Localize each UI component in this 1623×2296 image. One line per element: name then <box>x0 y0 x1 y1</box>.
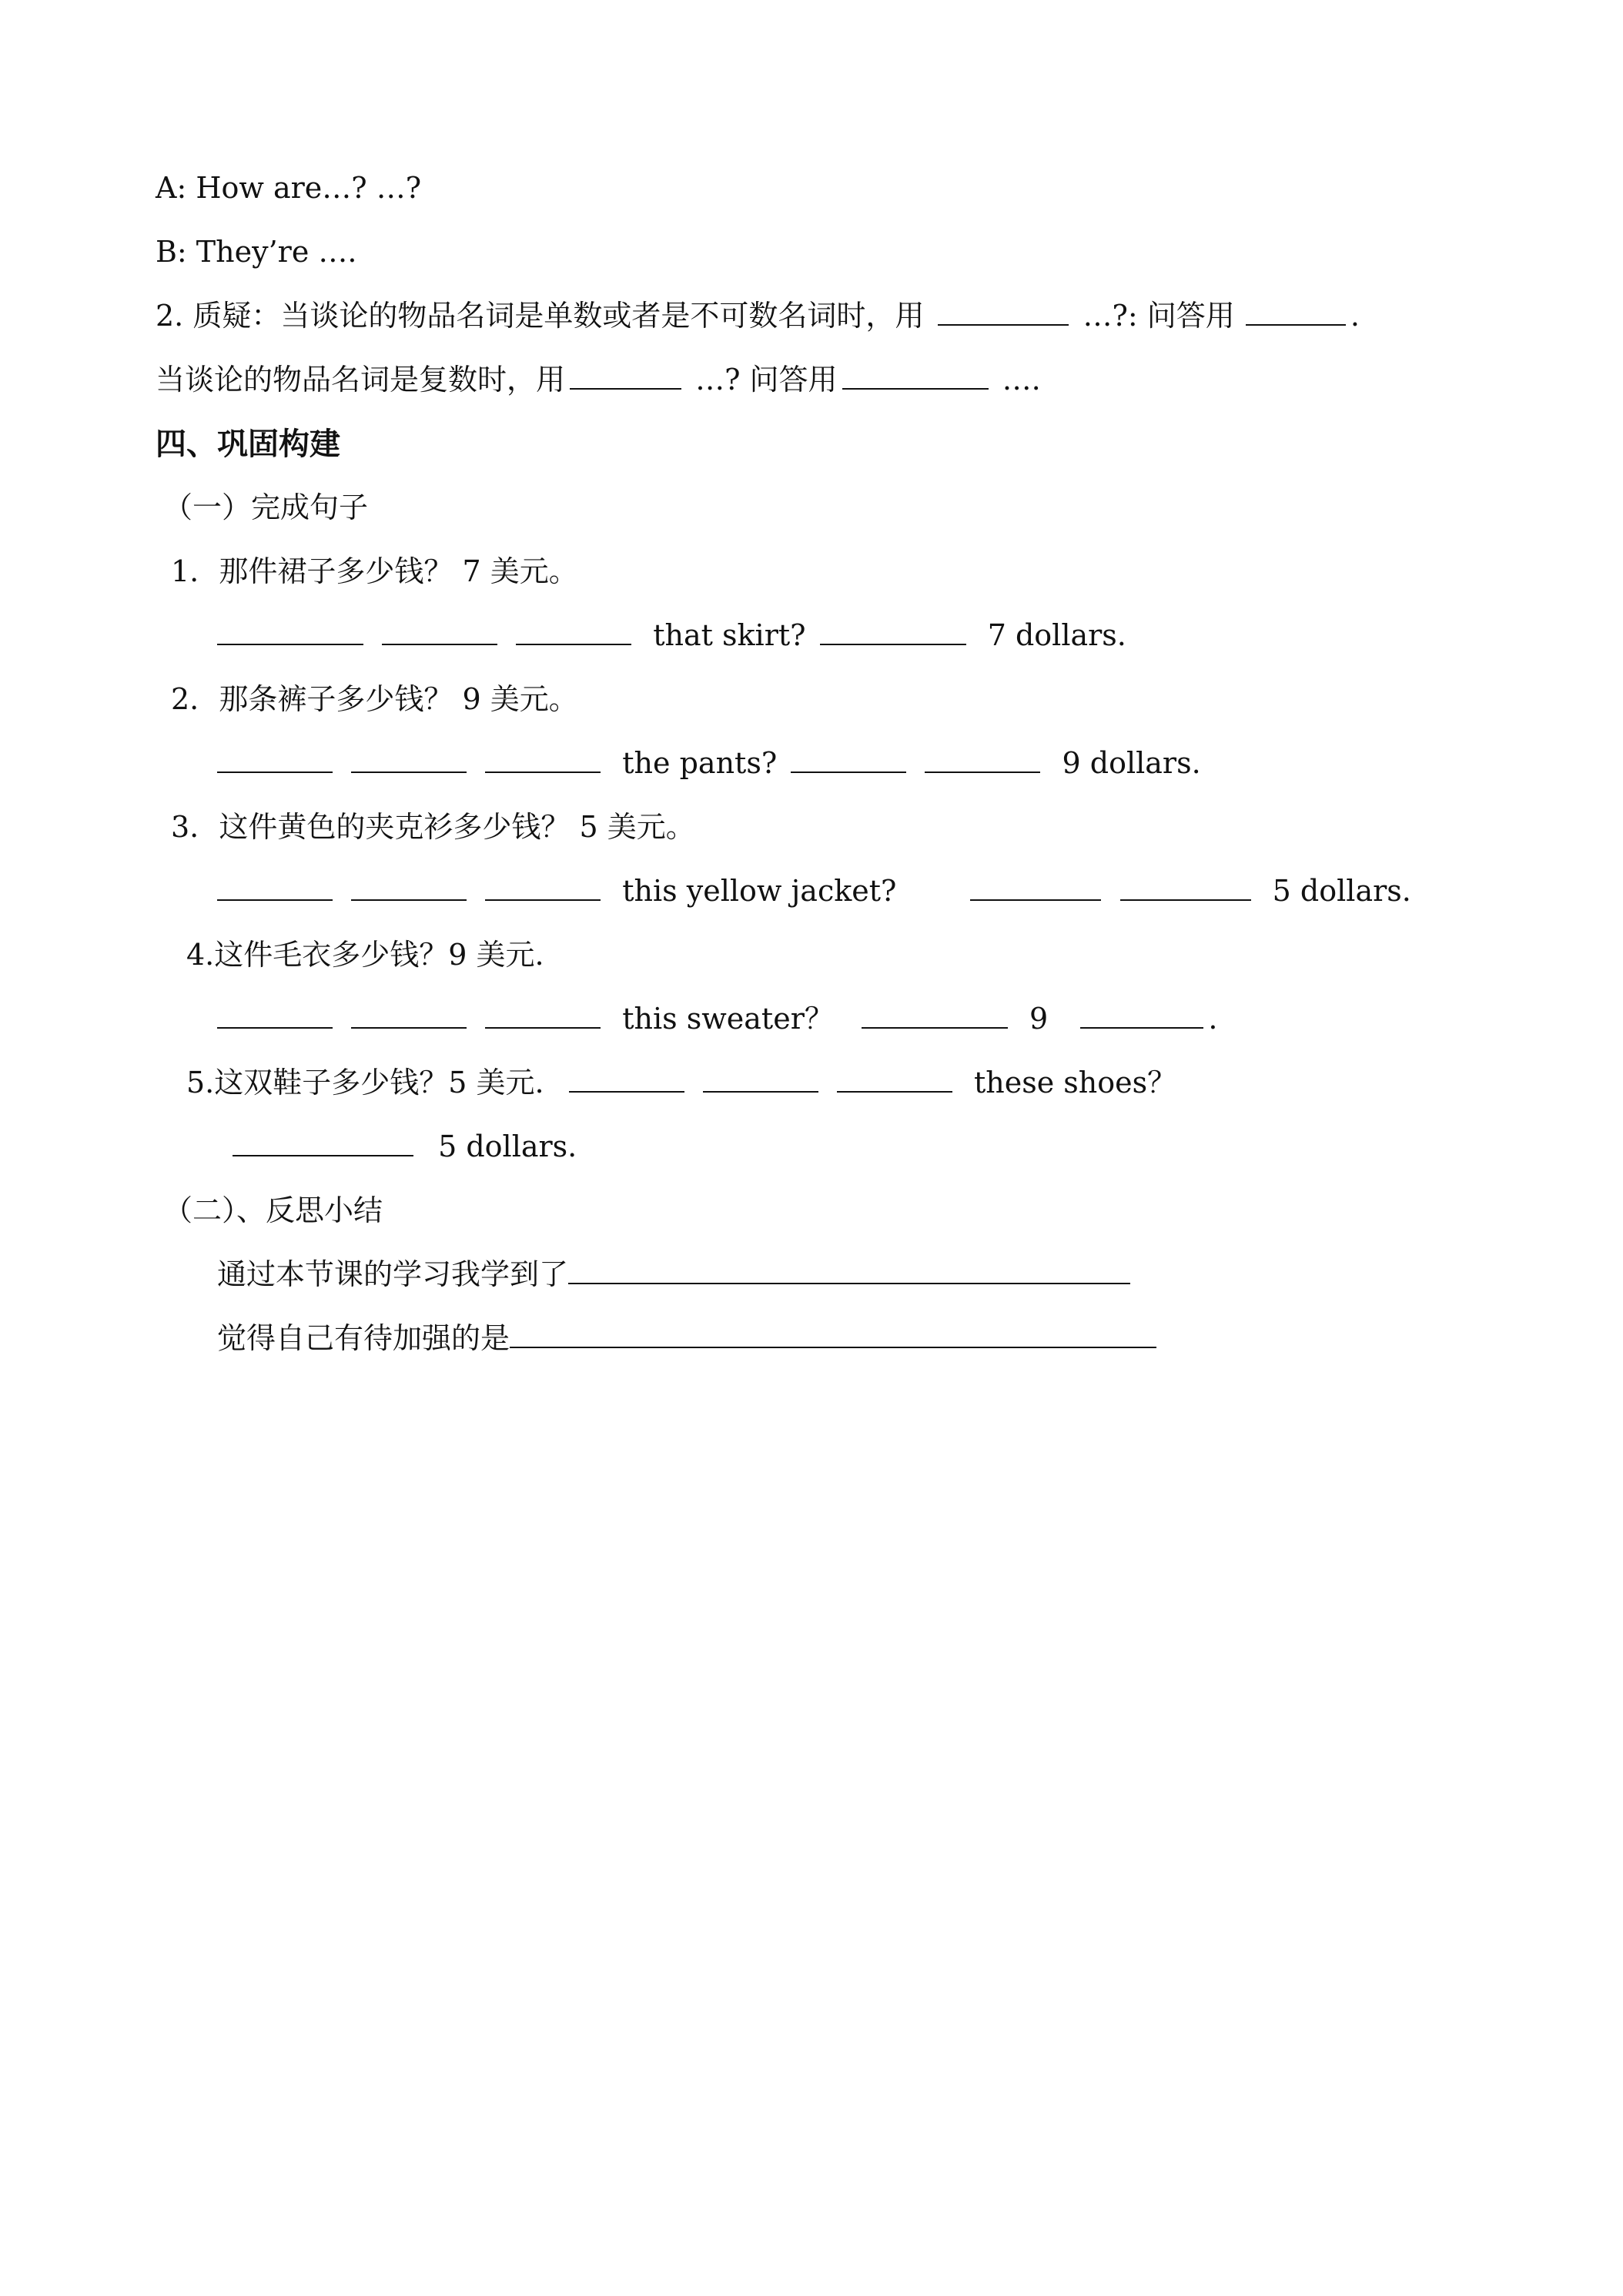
doubt-line1-prefix: 2. 质疑：当谈论的物品名词是单数或者是不可数名词时，用 <box>156 299 925 333</box>
answer-text: the pants? <box>622 746 778 780</box>
dialog-b-line: B: They’re …. <box>156 235 357 269</box>
answer-blank[interactable] <box>382 622 497 645</box>
answer-blank[interactable] <box>862 1006 1008 1029</box>
answer-blank[interactable] <box>351 750 467 773</box>
doubt-line-1 <box>156 299 1360 333</box>
answer-blank[interactable] <box>842 366 989 390</box>
answer-end: . <box>1208 1002 1218 1036</box>
answer-text: these shoes？ <box>973 1066 1177 1099</box>
item-number: 4. <box>186 938 215 972</box>
answer-blank[interactable] <box>485 750 601 773</box>
doubt-line-2 <box>156 363 1041 397</box>
answer-blank[interactable] <box>485 1006 601 1029</box>
answer-blank[interactable] <box>703 1069 818 1093</box>
answer-blank[interactable] <box>1080 1006 1203 1029</box>
question-text: 那件裙子多少钱？ 7 美元。 <box>219 554 578 588</box>
reflect-line-2 <box>217 1321 1161 1355</box>
reflect-line-1 <box>217 1257 1135 1291</box>
doubt-line2-prefix: 当谈论的物品名词是复数时，用 <box>156 363 566 397</box>
answer-line-2 <box>217 748 1201 778</box>
question-5 <box>186 1068 1176 1097</box>
answer-blank[interactable] <box>970 878 1101 901</box>
dialog-a-line: A: How are…? …? <box>156 171 422 205</box>
answer-line-4 <box>217 1002 1218 1036</box>
answer-blank[interactable] <box>217 622 363 645</box>
answer-text: that skirt? <box>653 618 806 652</box>
answer-blank[interactable] <box>516 622 631 645</box>
answer-blank[interactable] <box>925 750 1040 773</box>
answer-line-1 <box>217 618 1126 652</box>
reflect-text: 觉得自己有待加强的是 <box>217 1321 510 1355</box>
question-1 <box>171 554 578 588</box>
answer-blank[interactable] <box>485 878 601 901</box>
item-number: 5. <box>186 1066 215 1099</box>
question-2 <box>171 684 578 714</box>
answer-line-3 <box>217 874 1411 908</box>
part1-title: （一）完成句子 <box>163 490 369 524</box>
doubt-line2-mid: …? 问答用 <box>695 363 838 397</box>
question-text: 这双鞋子多少钱？5 美元. <box>214 1066 544 1099</box>
reflect-text: 通过本节课的学习我学到了 <box>217 1257 569 1291</box>
answer-blank[interactable] <box>938 303 1069 326</box>
answer-blank[interactable] <box>1246 303 1346 326</box>
answer-text: 9 <box>1029 1002 1049 1036</box>
part2-title: （二）、反思小结 <box>163 1193 383 1227</box>
answer-blank[interactable] <box>217 1006 333 1029</box>
question-4 <box>186 938 544 972</box>
reflect-blank[interactable] <box>568 1261 1130 1284</box>
answer-blank[interactable] <box>791 750 906 773</box>
answer-text: 9 dollars. <box>1062 746 1201 780</box>
answer-blank[interactable] <box>820 622 966 645</box>
answer-text: 5 dollars. <box>438 1130 577 1163</box>
question-3 <box>171 812 695 842</box>
answer-blank[interactable] <box>837 1069 952 1093</box>
answer-blank[interactable] <box>351 1006 467 1029</box>
answer-text: 7 dollars. <box>987 618 1126 652</box>
item-number: 2. <box>171 682 199 716</box>
item-number: 1. <box>171 554 199 588</box>
reflect-blank[interactable] <box>510 1325 1156 1348</box>
question-text: 这件黄色的夹克衫多少钱？ 5 美元。 <box>219 810 695 844</box>
answer-blank[interactable] <box>569 1069 684 1093</box>
doubt-line1-end: . <box>1350 299 1360 333</box>
answer-text: this yellow jacket? <box>622 874 897 908</box>
answer-blank[interactable] <box>217 878 333 901</box>
question-text: 这件毛衣多少钱？9 美元. <box>214 938 544 972</box>
answer-blank[interactable] <box>233 1133 413 1156</box>
doubt-line1-mid: …?: 问答用 <box>1083 299 1235 333</box>
section-title: 四、巩固构建 <box>156 426 340 462</box>
doubt-line2-end: …. <box>1002 363 1041 397</box>
answer-line-5 <box>233 1132 577 1161</box>
answer-blank[interactable] <box>217 750 333 773</box>
answer-blank[interactable] <box>1120 878 1251 901</box>
answer-blank[interactable] <box>351 878 467 901</box>
answer-text: 5 dollars. <box>1272 874 1411 908</box>
item-number: 3. <box>171 810 199 844</box>
answer-text: this sweater？ <box>622 1002 834 1036</box>
question-text: 那条裤子多少钱？ 9 美元。 <box>219 682 578 716</box>
answer-blank[interactable] <box>570 366 681 390</box>
